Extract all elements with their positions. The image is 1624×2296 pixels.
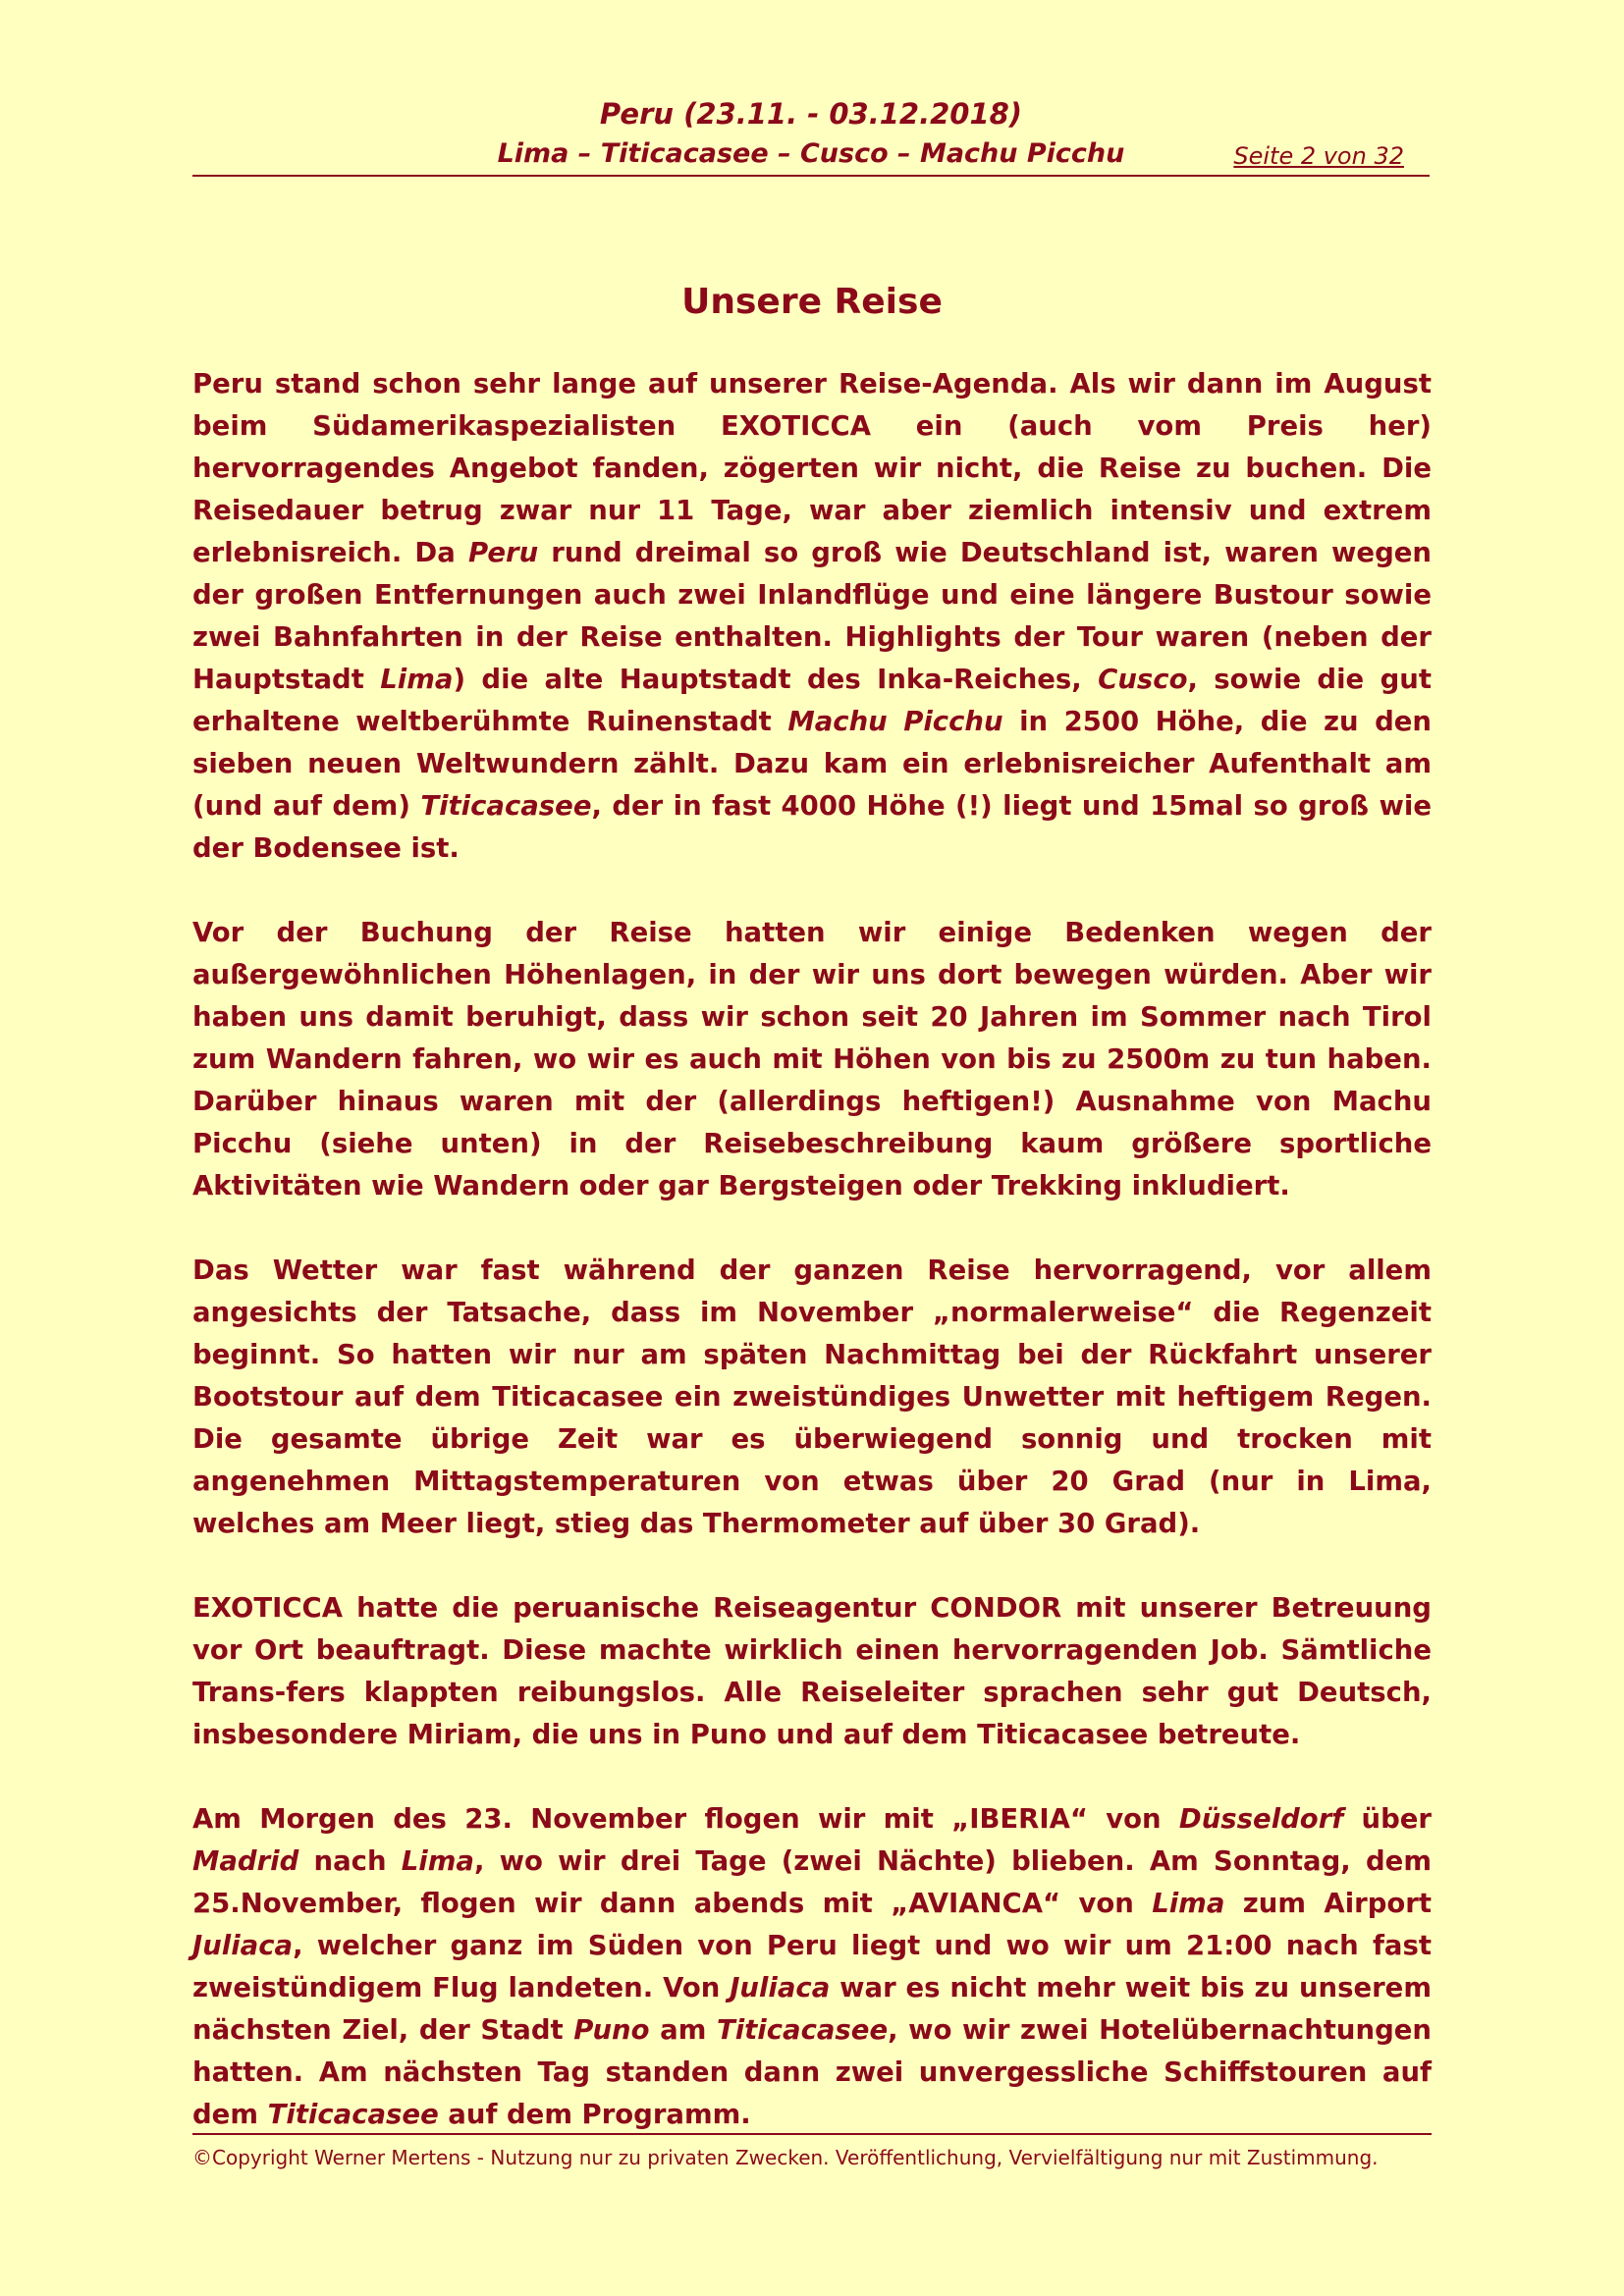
text-run: , der in fast 4000 Höhe (!) liegt und 15mal so groß wie der Bodensee ist.	[192, 790, 1432, 864]
text-run: , sowie die gut erhaltene weltberühmte Ruinenstadt	[192, 664, 1432, 737]
text-run: nach	[298, 1845, 402, 1877]
header-subtitle-row	[192, 133, 1430, 177]
page-number: Seite 2 von 32	[1233, 142, 1404, 170]
text-run: Peru stand schon sehr lange auf unserer Reise-Agenda. Als wir dann im August beim Südamerikaspezialisten EXOTICCA ein (auch vom Preis her) hervorragendes Angebot fanden, zögerten wir nicht, die Reise zu buchen. Die Reisedauer betrug zwar nur 11 Tage, war aber ziemlich intensiv und extrem erlebnisreich. Da	[192, 368, 1432, 568]
italic-text: Lima	[401, 1845, 474, 1877]
page-footer	[192, 2133, 1432, 2172]
text-run: Das Wetter war fast während der ganzen Reise hervorragend, vor allem angesichts der Tatsache, dass im November „normalerweise“ die Regenzeit beginnt. So hatten wir nur am späten Nachmittag bei der Rückfahrt unserer Bootstour auf dem Titicacasee ein zweistündiges Unwetter mit heftigem Regen. Die gesamte übrige Zeit war es überwiegend sonnig und trocken mit angenehmen Mittagstemperaturen von etwas über 20 Grad (nur in Lima, welches am Meer liegt, stieg das Thermometer auf über 30 Grad).	[192, 1255, 1432, 1539]
italic-text: Titicacasee	[716, 2014, 889, 2046]
copyright-text: Copyright Werner Mertens - Nutzung nur zu privaten Zwecken. Veröffentlichung, Vervielfältigung nur mit Zustimmung.	[212, 2146, 1379, 2169]
italic-text: Machu Picchu	[787, 706, 1003, 737]
text-run: über	[1343, 1803, 1432, 1835]
italic-text: Lima	[1152, 1888, 1225, 1919]
italic-text: Juliaca	[192, 1930, 294, 1961]
paragraph	[192, 1250, 1432, 1545]
text-run: war es nicht mehr weit bis zu unserem nächsten Ziel, der Stadt	[192, 1972, 1432, 2046]
paragraph	[192, 363, 1432, 870]
italic-text: Madrid	[192, 1845, 299, 1877]
text-run: EXOTICCA hatte die peruanische Reiseagentur CONDOR mit unserer Betreuung vor Ort beauftragt. Diese machte wirklich einen hervorragenden Job. Sämtliche Trans-fers klappten reibungslos. Alle Reiseleiter sprachen sehr gut Deutsch, insbesondere Miriam, die uns in Puno und auf dem Titicacasee betreute.	[192, 1592, 1432, 1750]
italic-text: Lima	[380, 664, 454, 695]
text-run: Am Morgen des 23. November flogen wir mit „IBERIA“ von	[192, 1803, 1179, 1835]
text-run: , wo wir drei Tage (zwei Nächte) blieben. Am Sonntag, dem 25.November, flogen wir dann abends mit „AVIANCA“ von	[192, 1845, 1432, 1919]
body-text	[192, 363, 1432, 2178]
italic-text: Peru	[467, 537, 539, 568]
text-run: Vor der Buchung der Reise hatten wir einige Bedenken wegen der außergewöhnlichen Höhenlagen, in der wir uns dort bewegen würden. Aber wir haben uns damit beruhigt, dass wir schon seit 20 Jahren im Sommer nach Tirol zum Wandern fahren, wo wir es auch mit Höhen von bis zu 2500m zu tun haben. Darüber hinaus waren mit der (allerdings heftigen!) Ausnahme von Machu Picchu (siehe unten) in der Reisebeschreibung kaum größere sportliche Aktivitäten wie Wandern oder gar Bergsteigen oder Trekking inkludiert.	[192, 917, 1432, 1201]
paragraph	[192, 912, 1432, 1207]
document-subtitle: Lima – Titicacasee – Cusco – Machu Picchu	[497, 138, 1125, 169]
text-run: ) die alte Hauptstadt des Inka-Reiches,	[453, 664, 1099, 695]
text-run: rund dreimal so groß wie Deutschland ist, waren wegen der großen Entfernungen auch zwei Inlandflüge und eine längere Bustour sowie zwei Bahnfahrten in der Reise enthalten. Highlights der Tour waren (neben der Hauptstadt	[192, 537, 1433, 695]
italic-text: Düsseldorf	[1178, 1803, 1344, 1835]
copyright-icon: ©	[192, 2146, 212, 2169]
document-title: Peru (23.11. - 03.12.2018)	[599, 97, 1023, 131]
italic-text: Titicacasee	[267, 2099, 439, 2130]
text-run: , welcher ganz im Süden von Peru liegt und wo wir um 21:00 nach fast zweistündigem Flug landeten. Von	[192, 1930, 1432, 2003]
section-title: Unsere Reise	[681, 282, 943, 322]
paragraph	[192, 1587, 1432, 1756]
italic-text: Titicacasee	[420, 790, 592, 822]
text-run: am	[649, 2014, 717, 2046]
page-header	[192, 94, 1430, 177]
italic-text: Juliaca	[730, 1972, 831, 2003]
text-run: auf dem Programm.	[438, 2099, 751, 2130]
italic-text: Puno	[573, 2014, 650, 2046]
paragraph	[192, 1798, 1432, 2136]
text-run: in 2500 Höhe, die zu den sieben neuen Weltwundern zählt. Dazu kam ein erlebnisreicher Aufenthalt am (und auf dem)	[192, 706, 1432, 822]
italic-text: Cusco	[1098, 664, 1188, 695]
text-run: , wo wir zwei Hotelübernachtungen hatten. Am nächsten Tag standen dann zwei unvergessliche Schiffstouren auf dem	[192, 2014, 1432, 2130]
text-run: zum Airport	[1224, 1888, 1432, 1919]
